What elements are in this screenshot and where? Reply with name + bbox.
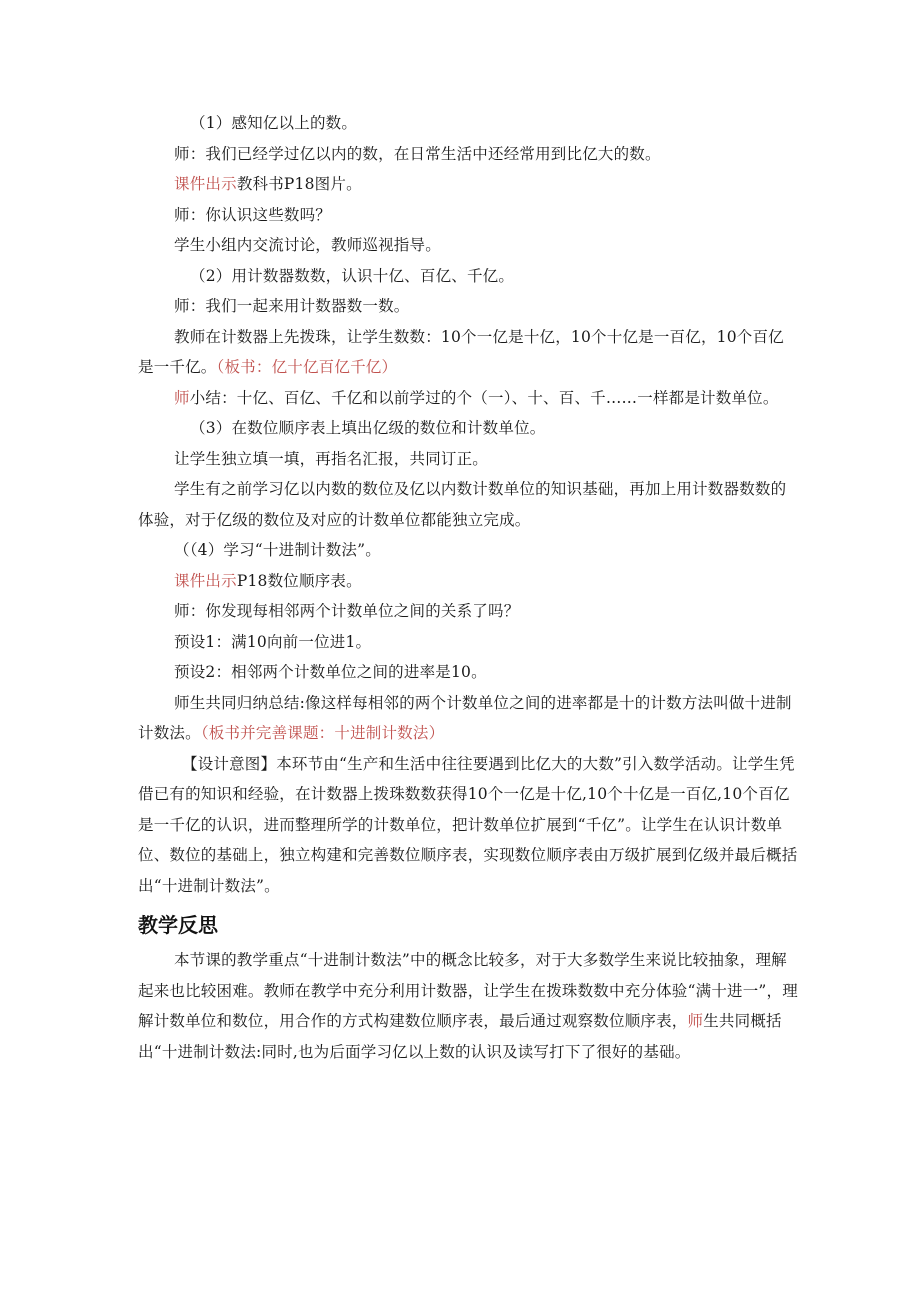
para-courseware-table xyxy=(138,566,798,597)
para-preset-1: 预设1：满10向前一位进1。 xyxy=(174,632,372,651)
courseware-label-2: 课件出示 xyxy=(174,571,237,590)
para-teacher-question: 师：你认识这些数吗？ xyxy=(174,205,332,224)
reflection-heading: 教学反思 xyxy=(138,913,218,937)
courseware-label: 课件出示 xyxy=(174,175,237,193)
summary-text: 小结：十亿、百亿、千亿和以前学过的个（一）、十、百、千……一样都是计数单位。 xyxy=(189,388,779,407)
document-page xyxy=(138,108,798,1067)
reflection-teacher-label: 师 xyxy=(687,1012,704,1030)
para-fill-table: （3）在数位顺序表上填出亿级的数位和计数单位。 xyxy=(190,419,546,437)
para-teacher-relation-question: 师：你发现每相邻两个计数单位之间的关系了吗？ xyxy=(174,602,520,620)
para-abacus-counting: （2）用计数器数数，认识十亿、百亿、千亿。 xyxy=(190,266,515,285)
courseware-text: 教科书P18图片。 xyxy=(236,175,362,193)
para-design-intent: 【设计意图】本环节由“生产和生活中往往要遇到比亿大的大数”引入数学活动。让学生凭借已有的知识和经验，在计数器上拨珠数数获得10个一亿是十亿,10个十亿是一百亿,10个百亿是一千亿的认识，进而整理所学的计数单位，把计数单位扩展到“千亿”。让学生在认识计数单位、数位的基础上，独立构建和完善数位顺序表，实现数位顺序表由万级扩展到亿级并最后概括出“十进制计数法”。 xyxy=(138,754,798,895)
reflection-text-a: 本节课的教学重点“十进制计数法”中的概念比较多，对于大多数学生来说比较抽象，理解起来也比较困难。教师在教学中充分利用计数器，让学生在拨珠数数中充分体验“满十进一”，理解计数单位和数位，用合作的方式构建数位顺序表，最后通过观察数位顺序表， xyxy=(138,951,798,1030)
board-note-title: （板书并完善课题：十进制计数法） xyxy=(200,724,445,742)
courseware-table-text: P18数位顺序表。 xyxy=(236,571,362,590)
para-preset-2: 预设2：相邻两个计数单位之间的进率是10。 xyxy=(174,663,487,681)
para-summary xyxy=(138,383,798,414)
teacher-label: 师 xyxy=(174,388,190,407)
para-conclusion xyxy=(138,688,798,749)
para-abacus-demo xyxy=(138,322,798,383)
reflection-text-b: 生共同概括出“十进制计数法:同时,也为后面学习亿以上数的认识及读写打下了很好的基础。 xyxy=(138,1012,782,1061)
para-independent-fill: 让学生独立填一填，再指名汇报，共同订正。 xyxy=(174,449,489,468)
para-reflection xyxy=(138,945,798,1067)
board-note-units: （板书：亿十亿百亿千亿） xyxy=(216,358,398,376)
para-learn-decimal-system: （（4）学习“十进制计数法”。 xyxy=(174,541,381,559)
para-courseware-picture xyxy=(138,169,798,200)
para-student-basis: 学生有之前学习亿以内数的数位及亿以内数计数单位的知识基础，再加上用计数器数数的体验，对于亿级的数位及对应的计数单位都能独立完成。 xyxy=(138,480,787,529)
para-teacher-count: 师：我们一起来用计数器数一数。 xyxy=(174,297,410,315)
abacus-demo-text: 教师在计数器上先拨珠，让学生数数：10个一亿是十亿，10个十亿是一百亿，10个百亿是一千亿。 xyxy=(138,327,784,376)
para-group-discussion: 学生小组内交流讨论，教师巡视指导。 xyxy=(174,236,441,254)
para-teacher-intro: 师：我们已经学过亿以内的数，在日常生活中还经常用到比亿大的数。 xyxy=(174,144,661,163)
para-perceive-numbers: （1）感知亿以上的数。 xyxy=(190,114,358,132)
conclusion-text: 师生共同归纳总结:像这样每相邻的两个计数单位之间的进率都是十的计数方法叫做十进制计数法。 xyxy=(138,693,792,742)
